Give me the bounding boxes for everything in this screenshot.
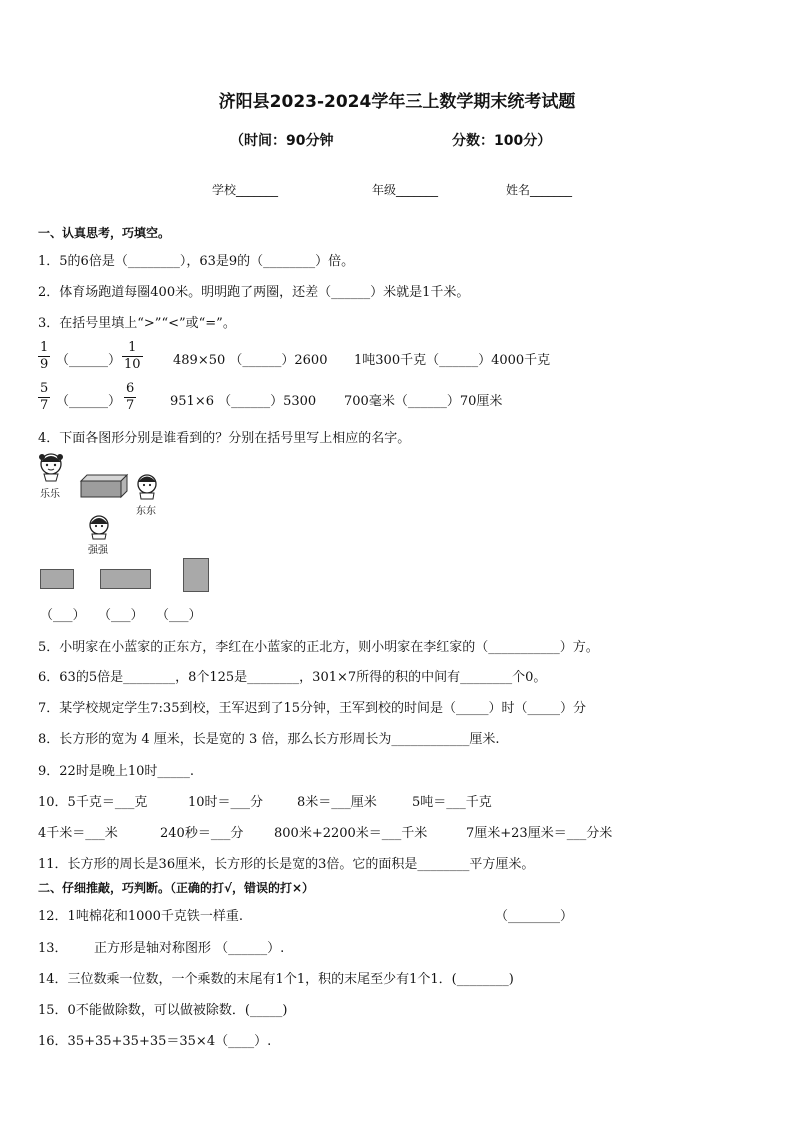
section-1-heading: 一、认真思考，巧填空。 <box>38 226 171 240</box>
school-field: 学校_______ <box>212 183 279 197</box>
fraction-1-10 <box>122 340 143 373</box>
grade-field: 年级_______ <box>372 183 439 197</box>
qiangqiang-label: 强强 <box>88 545 108 556</box>
dongdong-label: 东东 <box>136 506 156 517</box>
fraction-denominator: 10 <box>124 357 141 372</box>
qiangqiang-figure <box>90 516 108 539</box>
lele-label: 乐乐 <box>40 489 60 500</box>
question-2: 2．体育场跑道每圈400米。明明跑了两圈，还差（______）米就是1千米。 <box>38 285 470 300</box>
q4-answer-blank-3: （___） <box>156 608 202 623</box>
fraction-numerator: 5 <box>40 381 49 396</box>
name-field: 姓名_______ <box>506 183 573 197</box>
q4-answer-blank-1: （___） <box>40 608 86 623</box>
question-12: 12．1吨棉花和1000千克铁一样重. <box>38 909 244 924</box>
lele-figure <box>39 454 63 481</box>
fraction-numerator: 6 <box>126 381 135 396</box>
question-10-e: 4千米＝___米 <box>38 826 118 841</box>
view-shape-1 <box>40 569 74 589</box>
question-13: 正方形是轴对称图形 （______）. <box>94 941 285 956</box>
cuboid-figure <box>81 475 127 497</box>
question-7: 7．某学校规定学生7:35到校，王军迟到了15分钟，王军到校的时间是（_____）时（_____）分 <box>38 701 587 716</box>
exam-score: 分数：100分） <box>452 133 552 149</box>
view-shape-3 <box>183 558 209 592</box>
fraction-6-7 <box>124 381 136 414</box>
fraction-denominator: 7 <box>40 398 49 413</box>
question-10-b: 10时＝___分 <box>188 795 264 810</box>
question-10-h: 7厘米+23厘米＝___分米 <box>466 826 613 841</box>
fraction-numerator: 1 <box>40 340 49 355</box>
question-6: 6．63的5倍是________，8个125是________，301×7所得的积的中间有________个0。 <box>38 670 547 685</box>
compare-item-5: 951×6 （______）5300 <box>170 394 317 409</box>
question-15: 15．0不能做除数，可以做被除数．(_____) <box>38 1003 288 1018</box>
dongdong-figure <box>138 475 156 499</box>
fraction-5-7 <box>38 381 50 414</box>
question-10-d: 5吨＝___千克 <box>412 795 492 810</box>
question-8: 8．长方形的宽为 4 厘米，长是宽的 3 倍，那么长方形周长为____________厘米. <box>38 732 500 747</box>
q4-answer-blank-2: （___） <box>98 608 144 623</box>
compare-blank: （______） <box>56 353 122 368</box>
question-16: 16．35+35+35+35＝35×4（____）. <box>38 1034 272 1049</box>
question-12-blank: （________） <box>495 909 574 924</box>
question-5: 5．小明家在小蓝家的正东方，李红在小蓝家的正北方，则小明家在李红家的（___________）方。 <box>38 640 599 655</box>
question-10-g: 800米+2200米＝___千米 <box>274 826 428 841</box>
fraction-numerator: 1 <box>122 340 143 357</box>
question-11: 11．长方形的周长是36厘米，长方形的长是宽的3倍。它的面积是________平方厘米。 <box>38 857 535 872</box>
question-4: 4．下面各图形分别是谁看到的？分别在括号里写上相应的名字。 <box>38 431 411 446</box>
compare-item-3: 1吨300千克（______）4000千克 <box>354 353 551 368</box>
question-14: 14．三位数乘一位数，一个乘数的末尾有1个1，积的末尾至少有1个1．(________) <box>38 972 514 987</box>
section-2-heading: 二、仔细推敲，巧判断。（正确的打√，错误的打×） <box>38 881 315 895</box>
question-13-number: 13． <box>38 941 68 956</box>
fraction-denominator: 9 <box>40 357 49 372</box>
question-3: 3．在括号里填上“>”“<”或“=”。 <box>38 316 236 331</box>
fraction-denominator: 7 <box>126 398 135 413</box>
page-title: 济阳县2023-2024学年三上数学期末统考试题 <box>218 92 576 112</box>
question-1: 1．5的6倍是（________），63是9的（________）倍。 <box>38 254 355 269</box>
question-10-c: 8米＝___厘米 <box>297 795 377 810</box>
fraction-1-9 <box>38 340 50 373</box>
exam-time: （时间：90分钟 <box>230 133 334 149</box>
view-shape-2 <box>100 569 151 589</box>
compare-item-6: 700毫米（______）70厘米 <box>344 394 503 409</box>
compare-blank: （______） <box>56 394 122 409</box>
compare-item-2: 489×50 （______）2600 <box>173 353 328 368</box>
question-9: 9．22时是晚上10时_____. <box>38 764 194 779</box>
question-10-a: 10．5千克＝___克 <box>38 795 148 810</box>
question-10-f: 240秒＝___分 <box>160 826 244 841</box>
